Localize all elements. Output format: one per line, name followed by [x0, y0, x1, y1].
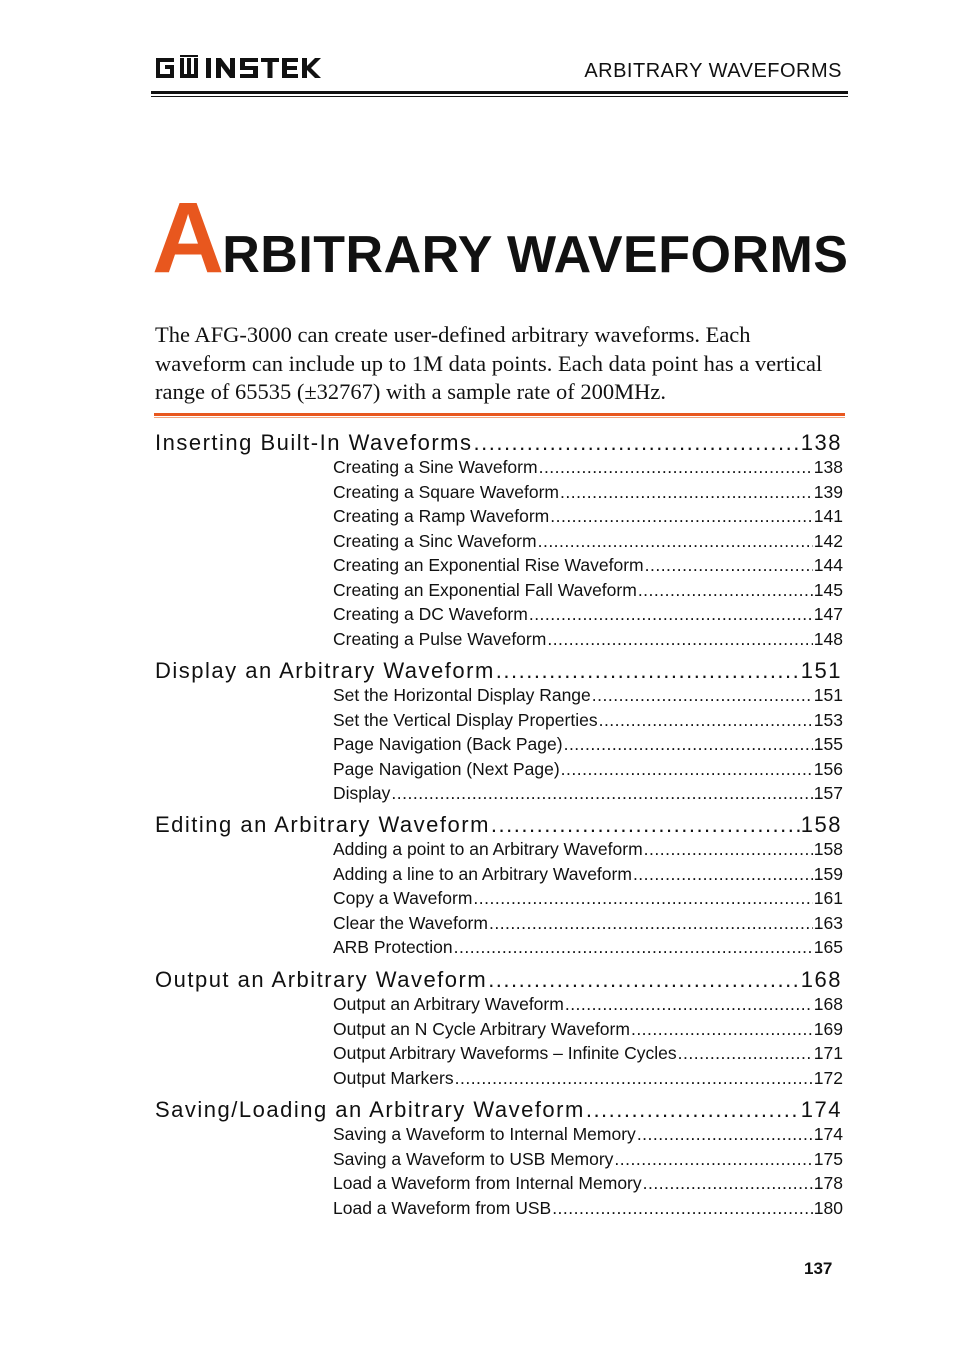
dot-leader — [592, 685, 813, 706]
toc-section-title: Editing an Arbitrary Waveform — [155, 812, 490, 837]
dot-leader — [455, 1068, 813, 1089]
dot-leader — [539, 457, 813, 478]
header-rule — [151, 91, 848, 94]
dot-leader — [454, 937, 813, 958]
dot-leader — [561, 759, 813, 780]
toc-entry[interactable] — [333, 937, 843, 958]
toc-entry[interactable] — [333, 710, 843, 731]
toc-entry-page: 174 — [813, 1124, 843, 1144]
toc-entry-page: 168 — [813, 994, 843, 1014]
toc-entry-title: Output Markers — [333, 1067, 454, 1088]
dot-leader — [491, 812, 800, 838]
dot-leader — [614, 1149, 812, 1170]
toc-section-title: Display an Arbitrary Waveform — [155, 658, 495, 683]
toc-section[interactable] — [155, 430, 842, 456]
toc-entry[interactable] — [333, 1019, 843, 1040]
toc-section-page: 174 — [800, 1097, 842, 1122]
toc-entry-page: 142 — [813, 530, 843, 551]
dot-leader — [496, 658, 800, 684]
dot-leader — [586, 1097, 800, 1123]
toc-entry-title: Creating a Sinc Waveform — [333, 530, 537, 551]
toc-section[interactable] — [155, 967, 842, 993]
dot-leader — [391, 783, 812, 804]
dot-leader — [529, 604, 813, 625]
toc-entry-title: Saving a Waveform to USB Memory — [333, 1148, 614, 1169]
toc-entry[interactable] — [333, 1149, 843, 1170]
toc-entry[interactable] — [333, 1124, 843, 1145]
toc-entry[interactable] — [333, 685, 843, 706]
toc-entry-title: Load a Waveform from Internal Memory — [333, 1173, 642, 1193]
toc-section-page: 151 — [800, 658, 842, 683]
toc-section[interactable] — [155, 658, 842, 684]
toc-entry-page: 159 — [813, 863, 843, 884]
toc-entry[interactable] — [333, 604, 843, 625]
chapter-initial: A — [152, 182, 223, 294]
toc-entry-title: Clear the Waveform — [333, 912, 488, 933]
toc-entry-title: Creating a Ramp Waveform — [333, 506, 550, 526]
toc-entry-title: Page Navigation (Next Page) — [333, 758, 560, 779]
dot-leader — [638, 580, 813, 601]
toc-entry-title: Creating an Exponential Rise Waveform — [333, 555, 644, 575]
header-rule-thin — [151, 96, 848, 97]
toc-entry[interactable] — [333, 580, 843, 601]
dot-leader — [564, 734, 813, 755]
toc-entry-title: Creating a Square Waveform — [333, 481, 559, 502]
toc-entry-page: 156 — [813, 758, 843, 779]
toc-entry-page: 145 — [813, 579, 843, 600]
dot-leader — [489, 913, 813, 934]
running-header-title: ARBITRARY WAVEFORMS — [584, 60, 842, 82]
toc-entry-title: Creating a Pulse Waveform — [333, 628, 547, 649]
toc-entry-page: 147 — [813, 604, 843, 624]
toc-entry-page: 175 — [813, 1148, 843, 1169]
toc-entry-page: 157 — [813, 783, 843, 803]
toc-entry[interactable] — [333, 994, 843, 1015]
toc-entry-page: 151 — [813, 685, 843, 705]
dot-leader — [599, 710, 813, 731]
toc-entry-title: Output an N Cycle Arbitrary Waveform — [333, 1018, 630, 1039]
page-number: 137 — [804, 1259, 833, 1278]
toc-entry-title: Adding a point to an Arbitrary Waveform — [333, 839, 643, 859]
toc-entry[interactable] — [333, 913, 843, 934]
dot-leader — [678, 1043, 813, 1064]
toc-entry-title: Saving a Waveform to Internal Memory — [333, 1124, 636, 1144]
dot-leader — [633, 864, 813, 885]
toc-entry-title: ARB Protection — [333, 937, 453, 957]
toc-entry-page: 144 — [813, 555, 843, 575]
toc-entry-page: 138 — [813, 457, 843, 477]
dot-leader — [565, 994, 813, 1015]
dot-leader — [644, 839, 813, 860]
toc-entry-page: 141 — [813, 506, 843, 526]
dot-leader — [488, 967, 800, 993]
toc-entry-title: Creating a DC Waveform — [333, 604, 528, 624]
toc-entry[interactable] — [333, 759, 843, 780]
toc-entry-page: 155 — [813, 734, 843, 754]
toc-entry-page: 169 — [813, 1018, 843, 1039]
toc-entry[interactable] — [333, 555, 843, 576]
accent-rule-shadow — [154, 417, 845, 418]
toc-entry[interactable] — [333, 506, 843, 527]
toc-entry-title: Display — [333, 783, 391, 803]
toc-entry[interactable] — [333, 1068, 843, 1089]
toc-section-page: 158 — [800, 812, 842, 837]
dot-leader — [538, 531, 813, 552]
toc-section[interactable] — [155, 1097, 842, 1123]
toc-entry[interactable] — [333, 531, 843, 552]
toc-entry-page: 172 — [813, 1067, 843, 1088]
dot-leader — [474, 430, 800, 456]
toc-section-title: Inserting Built-In Waveforms — [155, 430, 473, 455]
toc-entry-title: Set the Vertical Display Properties — [333, 709, 598, 730]
dot-leader — [550, 506, 813, 527]
toc-entry-title: Adding a line to an Arbitrary Waveform — [333, 863, 632, 884]
toc-entry[interactable] — [333, 629, 843, 650]
toc-entry[interactable] — [333, 734, 843, 755]
toc-entry-page: 161 — [813, 888, 843, 908]
toc-entry-page: 178 — [813, 1173, 843, 1193]
dot-leader — [643, 1173, 813, 1194]
chapter-intro: The AFG-3000 can create user-defined arbitrary waveforms. Each waveform can include up to 1M data points. Each data point has a vertical range of 65535 (±32767) with a sample rate of 200MHz. — [155, 322, 823, 404]
chapter-title — [152, 182, 849, 294]
gw-instek-logo — [154, 54, 324, 82]
toc-entry-page: 180 — [813, 1197, 843, 1218]
toc-entry[interactable] — [333, 888, 843, 909]
toc-entry-title: Page Navigation (Back Page) — [333, 734, 563, 754]
toc-entry[interactable] — [333, 1173, 843, 1194]
toc-entry-title: Copy a Waveform — [333, 888, 473, 908]
toc-entry[interactable] — [333, 457, 843, 478]
toc-entry-title: Output an Arbitrary Waveform — [333, 994, 564, 1014]
dot-leader — [552, 1198, 813, 1219]
toc-entry-page: 139 — [813, 481, 843, 502]
toc-entry[interactable] — [333, 839, 843, 860]
toc-entry-title: Output Arbitrary Waveforms – Infinite Cycles — [333, 1043, 677, 1063]
dot-leader — [473, 888, 812, 909]
toc-entry[interactable] — [333, 1043, 843, 1064]
toc-entry[interactable] — [333, 1198, 843, 1219]
toc-section-page: 168 — [800, 967, 842, 992]
dot-leader — [645, 555, 813, 576]
dot-leader — [631, 1019, 813, 1040]
toc-entry-title: Set the Horizontal Display Range — [333, 685, 591, 705]
toc-entry[interactable] — [333, 864, 843, 885]
toc-section-title: Output an Arbitrary Waveform — [155, 967, 488, 992]
toc-entry[interactable] — [333, 482, 843, 503]
toc-section-title: Saving/Loading an Arbitrary Waveform — [155, 1097, 585, 1122]
toc-entry-title: Load a Waveform from USB — [333, 1197, 552, 1218]
accent-rule — [154, 413, 845, 416]
toc-entry-title: Creating a Sine Waveform — [333, 457, 538, 477]
toc-section[interactable] — [155, 812, 842, 838]
toc-entry-page: 171 — [813, 1043, 843, 1063]
dot-leader — [547, 629, 812, 650]
toc-entry-page: 163 — [813, 912, 843, 933]
toc-entry-page: 165 — [813, 937, 843, 957]
toc-entry-page: 158 — [813, 839, 843, 859]
toc-entry-page: 148 — [813, 628, 843, 649]
dot-leader — [637, 1124, 813, 1145]
toc-entry-page: 153 — [813, 709, 843, 730]
toc-entry[interactable] — [333, 783, 843, 804]
toc-section-page: 138 — [800, 430, 842, 455]
toc-entry-title: Creating an Exponential Fall Waveform — [333, 579, 637, 600]
dot-leader — [560, 482, 813, 503]
chapter-title-rest: RBITRARY WAVEFORMS — [222, 226, 849, 284]
